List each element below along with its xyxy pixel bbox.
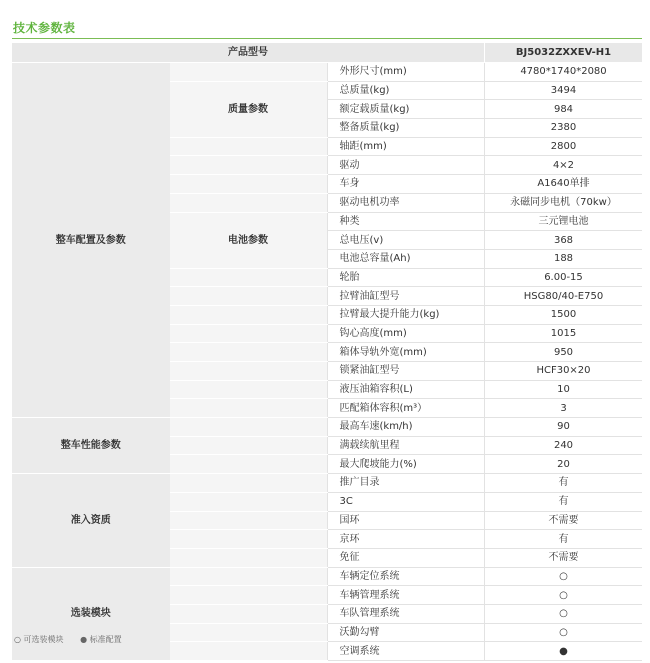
param-label: 拉臂油缸型号 xyxy=(327,287,485,306)
param-value: 4×2 xyxy=(485,156,643,175)
subgroup-name xyxy=(170,380,328,399)
param-value: 有 xyxy=(485,492,643,511)
subgroup-name xyxy=(170,175,328,194)
param-value: 有 xyxy=(485,474,643,493)
subgroup-name xyxy=(170,63,328,82)
param-value: 20 xyxy=(485,455,643,474)
table-row xyxy=(12,567,642,586)
param-label: 箱体导轨外宽(mm) xyxy=(327,343,485,362)
param-value: 10 xyxy=(485,380,643,399)
param-label: 驱动 xyxy=(327,156,485,175)
subgroup-name xyxy=(170,586,328,605)
subgroup-name xyxy=(170,156,328,175)
param-value: 不需要 xyxy=(485,511,643,530)
subgroup-name xyxy=(170,511,328,530)
spec-table xyxy=(12,43,642,661)
subgroup-name xyxy=(170,530,328,549)
legend xyxy=(14,634,136,645)
param-value: ○ xyxy=(485,586,643,605)
group-name: 整车性能参数 xyxy=(12,418,170,474)
subgroup-name xyxy=(170,642,328,661)
param-label: 车身 xyxy=(327,175,485,194)
subgroup-name xyxy=(170,492,328,511)
param-value: 2800 xyxy=(485,137,643,156)
subgroup-name xyxy=(170,287,328,306)
subgroup-name xyxy=(170,268,328,287)
param-label: 锁紧油缸型号 xyxy=(327,362,485,381)
subgroup-name xyxy=(170,623,328,642)
param-label: 满载续航里程 xyxy=(327,436,485,455)
param-label: 京环 xyxy=(327,530,485,549)
param-label: 拉臂最大提升能力(kg) xyxy=(327,305,485,324)
param-value: ○ xyxy=(485,604,643,623)
param-value: HCF30×20 xyxy=(485,362,643,381)
param-value: HSG80/40-E750 xyxy=(485,287,643,306)
param-value: 240 xyxy=(485,436,643,455)
subgroup-name xyxy=(170,399,328,418)
param-label: 匹配箱体容积(m³） xyxy=(327,399,485,418)
param-value: 1015 xyxy=(485,324,643,343)
param-label: 钩心高度(mm) xyxy=(327,324,485,343)
table-row xyxy=(12,418,642,437)
param-value: 3494 xyxy=(485,81,643,100)
param-label: 整备质量(kg) xyxy=(327,119,485,138)
page-title: 技术参数表 xyxy=(13,21,76,35)
param-label: 电池总容量(Ah) xyxy=(327,249,485,268)
subgroup-name xyxy=(170,604,328,623)
subgroup-name: 电池参数 xyxy=(170,212,328,268)
param-value: ○ xyxy=(485,567,643,586)
table-header-row xyxy=(12,43,642,63)
subgroup-name xyxy=(170,343,328,362)
param-value: 6.00-15 xyxy=(485,268,643,287)
param-value: 永磁同步电机（70kw） xyxy=(485,193,643,212)
param-label: 车辆管理系统 xyxy=(327,586,485,605)
param-label: 总质量(kg) xyxy=(327,81,485,100)
subgroup-name xyxy=(170,193,328,212)
param-label: 车辆定位系统 xyxy=(327,567,485,586)
param-label: 种类 xyxy=(327,212,485,231)
param-label: 沃勤勾臂 xyxy=(327,623,485,642)
param-label: 液压油箱容积(L) xyxy=(327,380,485,399)
param-label: 轴距(mm) xyxy=(327,137,485,156)
legend-standard: ● 标准配置 xyxy=(80,635,122,644)
subgroup-name: 质量参数 xyxy=(170,81,328,137)
param-label: 最高车速(km/h) xyxy=(327,418,485,437)
subgroup-name xyxy=(170,305,328,324)
group-name: 选装模块 xyxy=(12,567,170,660)
param-label: 国环 xyxy=(327,511,485,530)
param-label: 轮胎 xyxy=(327,268,485,287)
param-value: 4780*1740*2080 xyxy=(485,63,643,82)
legend-optional: ○ 可选装模块 xyxy=(14,635,64,644)
header-label: 产品型号 xyxy=(12,43,485,63)
param-value: 90 xyxy=(485,418,643,437)
param-label: 推广目录 xyxy=(327,474,485,493)
param-label: 总电压(v) xyxy=(327,231,485,250)
subgroup-name xyxy=(170,548,328,567)
table-row xyxy=(12,63,642,82)
param-label: 免征 xyxy=(327,548,485,567)
param-value: 1500 xyxy=(485,305,643,324)
param-value: 2380 xyxy=(485,119,643,138)
subgroup-name xyxy=(170,455,328,474)
param-label: 最大爬坡能力(%) xyxy=(327,455,485,474)
table-row xyxy=(12,474,642,493)
subgroup-name xyxy=(170,567,328,586)
param-value: 950 xyxy=(485,343,643,362)
subgroup-name xyxy=(170,324,328,343)
title-divider xyxy=(12,38,642,39)
param-value: 不需要 xyxy=(485,548,643,567)
subgroup-name xyxy=(170,362,328,381)
param-label: 空调系统 xyxy=(327,642,485,661)
param-value: 984 xyxy=(485,100,643,119)
param-value: 368 xyxy=(485,231,643,250)
group-name: 准入资质 xyxy=(12,474,170,567)
param-label: 驱动电机功率 xyxy=(327,193,485,212)
param-label: 3C xyxy=(327,492,485,511)
param-value: 有 xyxy=(485,530,643,549)
param-value: ● xyxy=(485,642,643,661)
param-label: 额定载质量(kg) xyxy=(327,100,485,119)
param-label: 外形尺寸(mm) xyxy=(327,63,485,82)
subgroup-name xyxy=(170,436,328,455)
param-value: 188 xyxy=(485,249,643,268)
param-value: 三元锂电池 xyxy=(485,212,643,231)
param-label: 车队管理系统 xyxy=(327,604,485,623)
subgroup-name xyxy=(170,137,328,156)
param-value: ○ xyxy=(485,623,643,642)
subgroup-name xyxy=(170,418,328,437)
header-model: BJ5032ZXXEV-H1 xyxy=(485,43,643,63)
param-value: 3 xyxy=(485,399,643,418)
group-name: 整车配置及参数 xyxy=(12,63,170,418)
subgroup-name xyxy=(170,474,328,493)
param-value: A1640单排 xyxy=(485,175,643,194)
